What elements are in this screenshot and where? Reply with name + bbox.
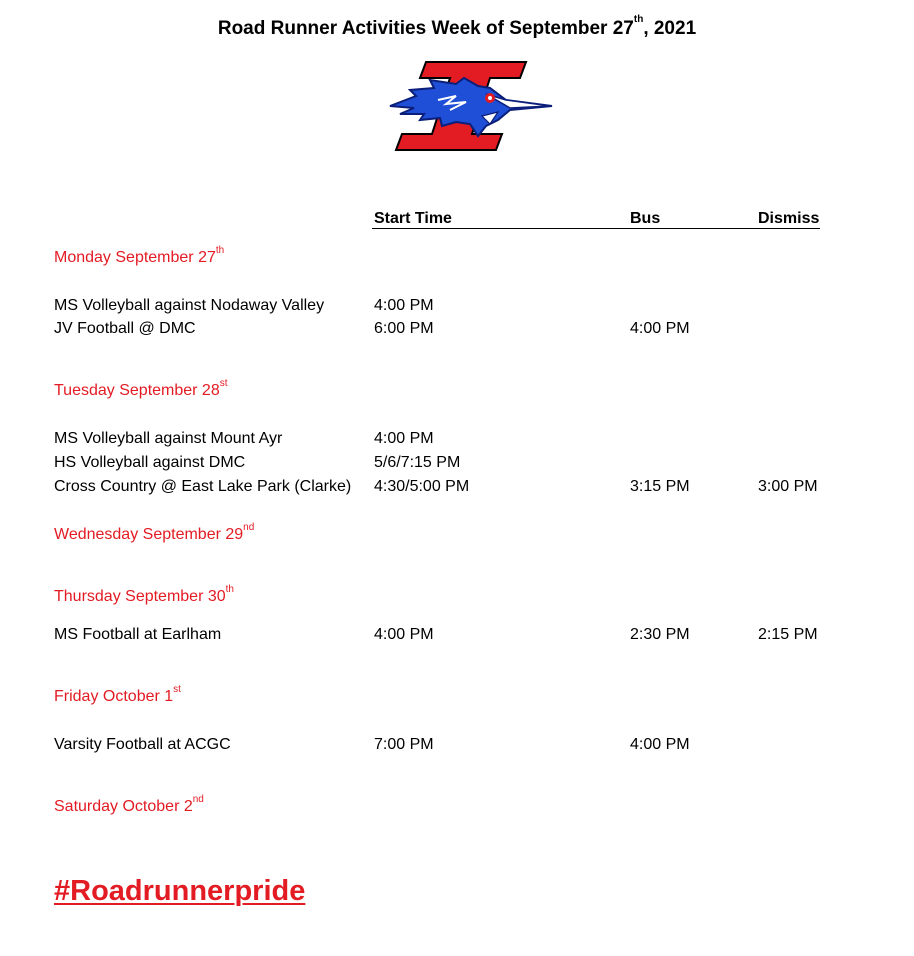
event-name: MS Volleyball against Nodaway Valley xyxy=(54,297,325,314)
header-underline xyxy=(372,228,820,229)
event-dismiss-time: 3:00 PM xyxy=(758,478,818,495)
event-name: Cross Country @ East Lake Park (Clarke) xyxy=(54,478,352,495)
event-name: MS Volleyball against Mount Ayr xyxy=(54,430,283,447)
event-start-time: 4:30/5:00 PM xyxy=(374,478,470,495)
column-header-bus: Bus xyxy=(630,210,661,227)
event-start-time: 4:00 PM xyxy=(374,297,434,314)
event-name: Varsity Football at ACGC xyxy=(54,736,231,753)
event-bus-time: 3:15 PM xyxy=(630,478,690,495)
hashtag-link[interactable]: #Roadrunnerpride xyxy=(54,875,306,907)
event-start-time: 4:00 PM xyxy=(374,430,434,447)
day-heading-tuesday: Tuesday September 28st xyxy=(54,378,228,399)
column-header-start-time: Start Time xyxy=(374,210,452,227)
event-start-time: 5/6/7:15 PM xyxy=(374,454,461,471)
event-bus-time: 4:00 PM xyxy=(630,736,690,753)
event-start-time: 6:00 PM xyxy=(374,320,434,337)
event-name: HS Volleyball against DMC xyxy=(54,454,246,471)
event-dismiss-time: 2:15 PM xyxy=(758,626,818,643)
day-heading-friday: Friday October 1st xyxy=(54,684,181,705)
event-bus-time: 2:30 PM xyxy=(630,626,690,643)
column-header-dismiss: Dismiss xyxy=(758,210,820,227)
day-heading-thursday: Thursday September 30th xyxy=(54,584,234,605)
event-start-time: 4:00 PM xyxy=(374,626,434,643)
page-title: Road Runner Activities Week of September 27th, 2021 xyxy=(217,14,697,39)
event-name: JV Football @ DMC xyxy=(54,320,196,337)
event-name: MS Football at Earlham xyxy=(54,626,222,643)
event-start-time: 7:00 PM xyxy=(374,736,434,753)
day-heading-wednesday: Wednesday September 29nd xyxy=(54,522,255,543)
day-heading-monday: Monday September 27th xyxy=(54,245,225,266)
day-heading-saturday: Saturday October 2nd xyxy=(54,794,204,815)
event-bus-time: 4:00 PM xyxy=(630,320,690,337)
roadrunner-logo-icon xyxy=(386,60,556,152)
